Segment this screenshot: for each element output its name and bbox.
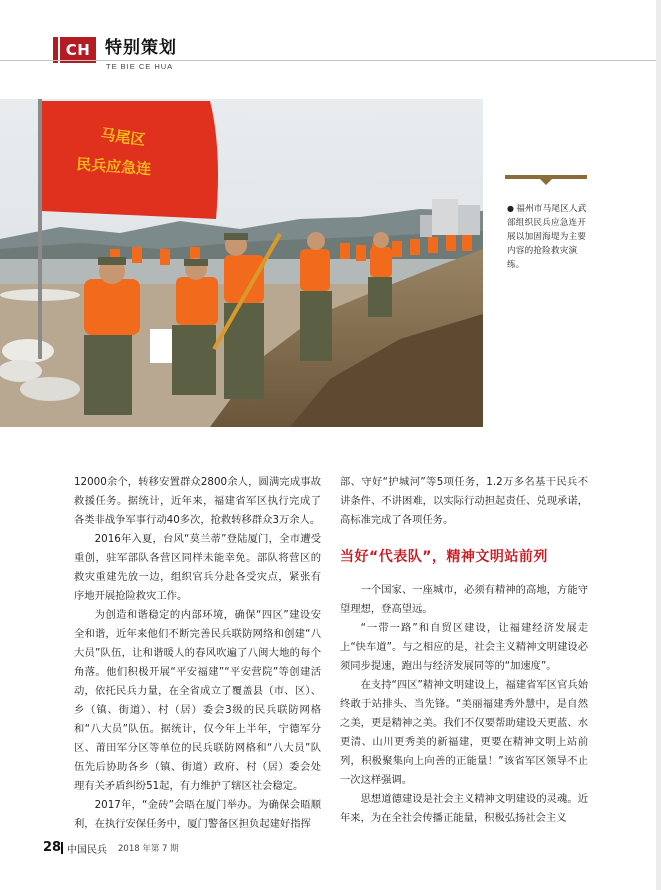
caption-bullet: ● [507,204,515,213]
header-divider [0,60,661,61]
paragraph: 12000余个，转移安置群众2800余人，圆满完成事故救援任务。据统计，近年来，福建省军区执行完成了各类非战争军事行动40多次，抢救转移群众3万余人。 [74,476,321,526]
caption-text: 福州市马尾区人武部组织民兵应急连开展以加固海堤为主要内容的抢险救灾演练。 [507,204,587,270]
paragraph: 在支持“四区”精神文明建设上，福建省军区官兵始终敢于站排头、当先锋。“美丽福建秀外慧中，是自然之美，更是精神之美。我们不仅要帮助建设天更蓝、水更清、山川更秀美的新福建，更要在精神文明上站前列，积极聚集向上向善的正能量！”该省军区领导不止一次这样强调。 [340,679,588,786]
flag-text-top: 马尾区 [99,125,147,150]
page-edge-stripe [656,0,661,890]
section-badge: CH [60,37,96,63]
paragraph: 思想道德建设是社会主义精神文明建设的灵魂。近年来，为在全社会传播正能量，积极弘扬社会主义 [340,793,588,824]
paragraph: 一个国家、一座城市，必须有精神的高地，方能守望理想，登高望远。 [340,584,588,615]
issue-label: 2018 年第 7 期 [118,844,179,854]
paragraph: 2016年入夏，台风“莫兰蒂”登陆厦门，全市遭受重创，驻军部队各营区同样未能幸免。部队将营区的救灾重建先放一边，组织官兵分赴各受灾点，紧张有序地开展抢险救灾工作。 [74,533,321,602]
paragraph: 为创造和谐稳定的内部环境，确保“四区”建设安全和谐，近年来他们不断完善民兵联防网络和创建“八大员”队伍，让和谐暖人的春风吹遍了八闽大地的每个角落。他们积极开展“平安福建”“平安营院”等创建活动，依托民兵力量，在全省成立了覆盖县（市、区）、乡（镇、街道）、村（居）委会3级的民兵联防网格和“八大员”队伍。据统计，仅今年上半年，宁德军分区、莆田军分区等单位的民兵联防网格和“八大员”队伍先后协助各乡（镇、街道）政府、村（居）委会处理有关矛盾纠纷51起，有力维护了辖区社会稳定。 [74,609,321,792]
magazine-name: 中国民兵 [67,845,107,856]
paragraph: 部、守好“护城河”等5项任务，1.2万多名基干民兵不讲条件、不讲困难，以实际行动担起责任、兑现承诺，高标准完成了各项任务。 [340,476,588,526]
page-number: 28 [43,840,62,855]
flag-text-bottom: 民兵应急连 [75,155,152,179]
photo-caption [507,202,589,272]
article-column-left [74,473,321,834]
section-heading: 当好“代表队”，精神文明站前列 [340,549,548,565]
paragraph: 2017年，“金砖”会晤在厦门举办。为确保会晤顺利，在执行安保任务中，厦门警备区担负起建好指挥 [74,799,321,830]
footer-separator [61,842,63,854]
caption-divider-notch [540,179,552,185]
section-subtitle: TE BIE CE HUA [106,62,174,71]
militia-drill-photo [0,99,483,427]
article-column-right [340,473,588,828]
paragraph: “一带一路”和自贸区建设，让福建经济发展走上“快车道”。与之相应的是，社会主义精神文明建设必须同步提速，跑出与经济发展同等的“加速度”。 [340,622,588,672]
section-title: 特别策划 [105,38,177,58]
